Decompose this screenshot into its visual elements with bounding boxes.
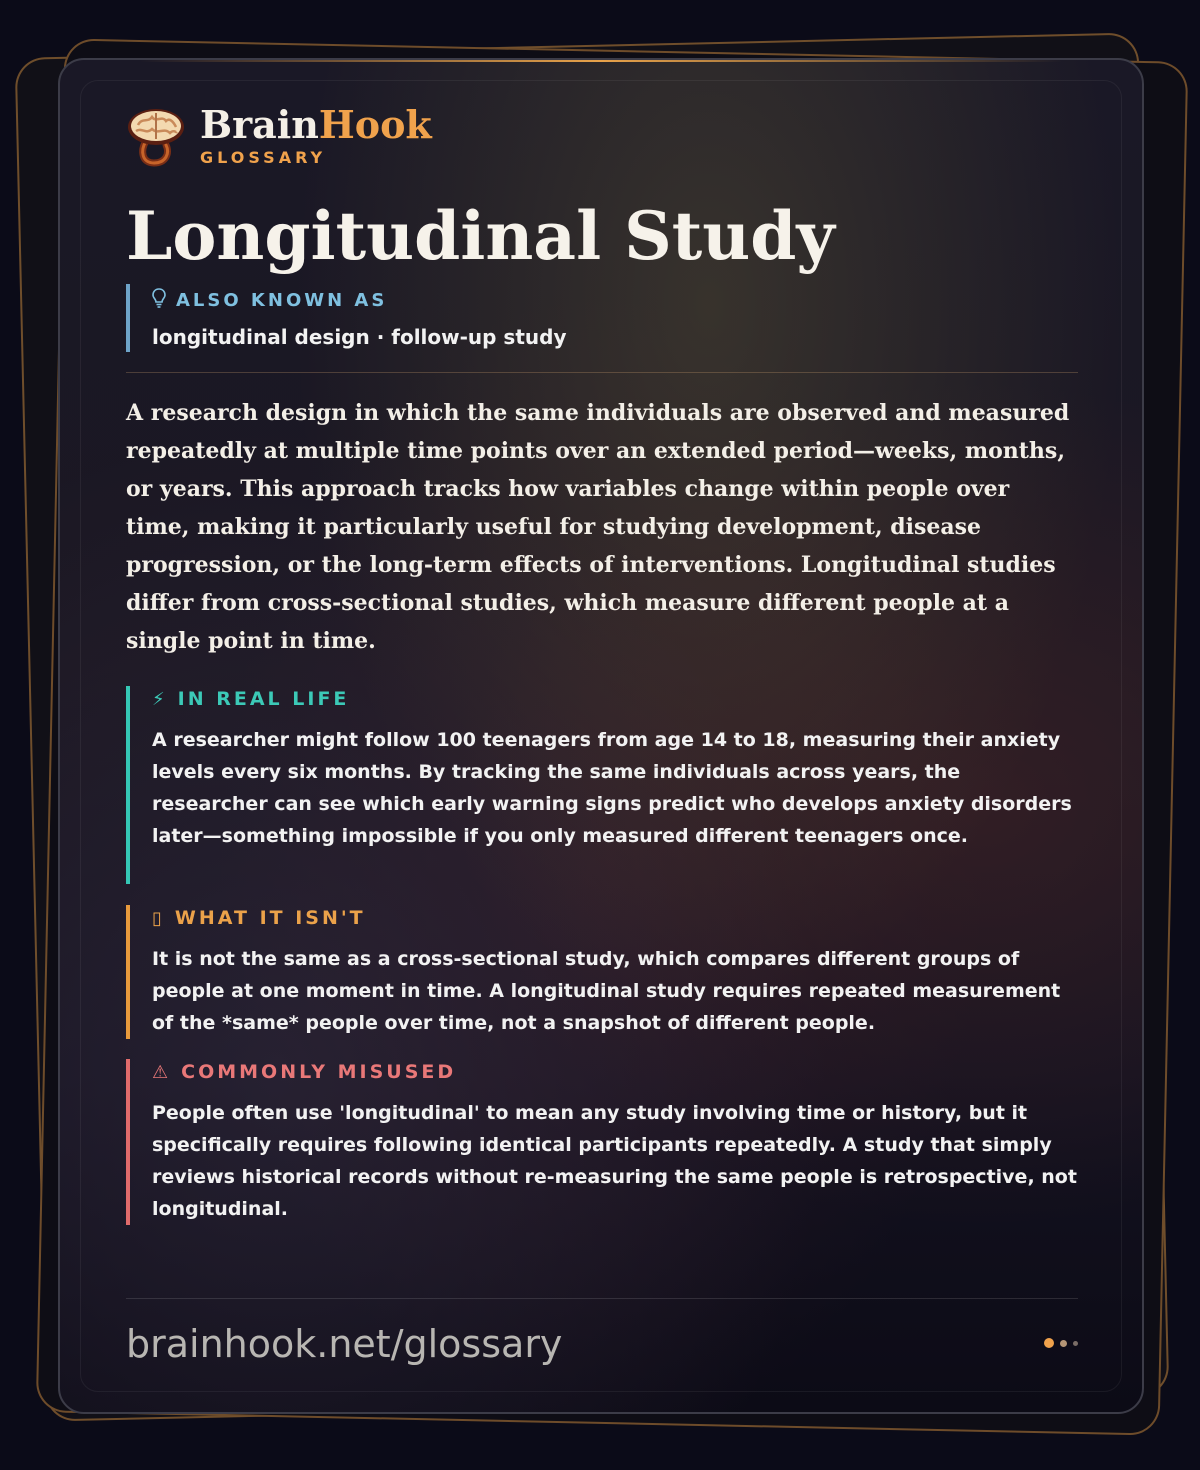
glossary-card — [58, 58, 1144, 1414]
card-accent-line — [140, 60, 1062, 62]
also-known-as-label: ALSO KNOWN AS — [176, 290, 388, 311]
brand-name — [200, 104, 432, 146]
section-heading-label: COMMONLY MISUSED — [181, 1061, 457, 1083]
divider — [126, 372, 1078, 373]
also-known-as-body: longitudinal design · follow-up study — [152, 325, 567, 349]
section-body: A researcher might follow 100 teenagers from age 14 to 18, measuring their anxiety levels every six months. By tracking the same individuals across years, the researcher can see which early warning signs predict who develops anxiety disorders later—something impossible if you only measured different teenagers once. — [152, 729, 1072, 847]
brand-name-brain: Brain — [200, 102, 319, 147]
dot — [1060, 1340, 1067, 1347]
section-heading — [152, 688, 1078, 710]
lightbulb-icon — [152, 288, 166, 313]
term-title: Longitudinal Study — [126, 197, 835, 275]
also-known-as-heading — [152, 288, 567, 313]
brand-text — [200, 104, 432, 167]
section-heading-label: WHAT IT ISN'T — [174, 907, 366, 929]
brand-subtitle: GLOSSARY — [200, 148, 327, 167]
section-commonly-misused — [126, 1059, 1078, 1225]
definition-text: A research design in which the same individuals are observed and measured repeatedly at multiple time points over an extended period—weeks, months, or years. This approach tracks how variables change within people over time, making it particularly useful for studying development, disease progression, or the long-term effects of interventions. Longitudinal studies differ from cross-sectional studies, which measure different people at a single point in time. — [126, 400, 1070, 654]
brand-name-hook: Hook — [318, 102, 432, 147]
dot — [1073, 1341, 1078, 1346]
brain-hook-icon — [126, 105, 186, 167]
pagination-dots — [1038, 1338, 1078, 1348]
footer-url[interactable]: brainhook.net/glossary — [126, 1322, 563, 1366]
dot-active — [1044, 1338, 1054, 1348]
section-body: It is not the same as a cross-sectional study, which compares different groups of people at one moment in time. A longitudinal study requires repeated measurement of the *same* people over time, not a snapshot of different people. — [152, 948, 1061, 1034]
also-known-as — [126, 284, 567, 352]
section-heading-label: IN REAL LIFE — [177, 688, 350, 710]
lightning-icon: ⚡ — [152, 688, 168, 710]
footer-divider — [126, 1298, 1078, 1299]
section-what-it-isnt — [126, 905, 1078, 1039]
section-heading — [152, 1061, 1078, 1083]
warning-icon: ⚠ — [152, 1061, 172, 1083]
brand — [126, 104, 432, 167]
section-in-real-life — [126, 686, 1078, 884]
section-body: People often use 'longitudinal' to mean any study involving time or history, but it specifically requires following identical participants repeatedly. A study that simply reviews historical records without re-measuring the same people is retrospective, not longitudinal. — [152, 1102, 1077, 1220]
section-heading — [152, 907, 1078, 929]
missing-glyph-icon: ▯ — [152, 907, 165, 929]
